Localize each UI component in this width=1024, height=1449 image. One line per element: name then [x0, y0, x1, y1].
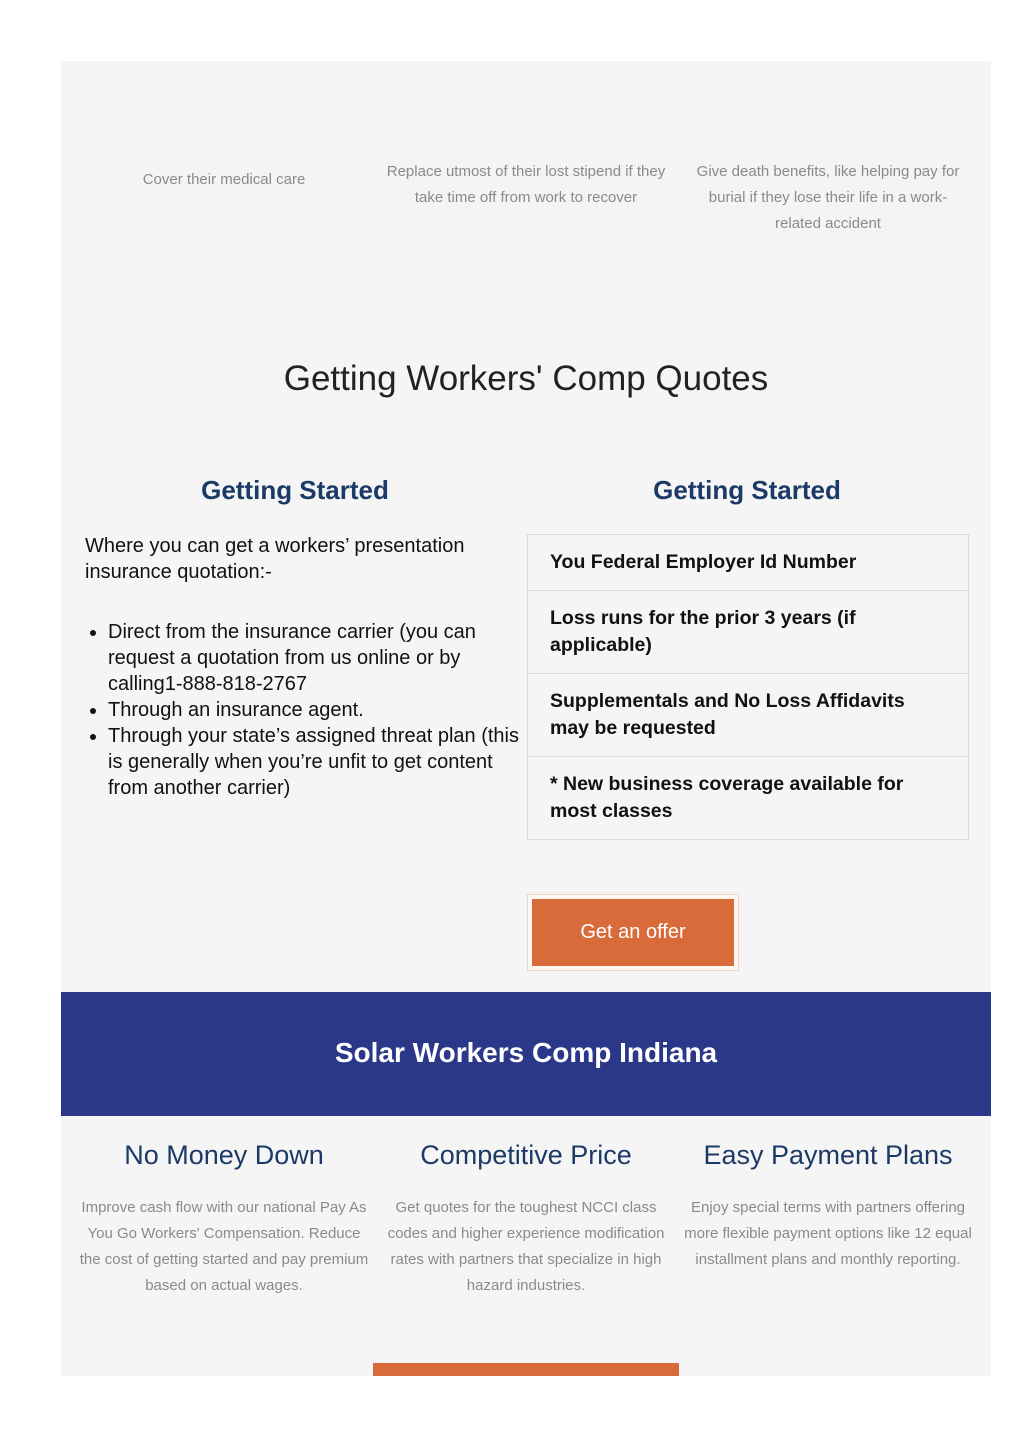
quote-sources-list — [85, 619, 528, 801]
left-column-heading: Getting Started — [201, 475, 389, 505]
indiana-banner — [61, 992, 991, 1116]
feature-text: Enjoy special terms with partners offering more flexible payment options like 12 equal installment plans and monthly reporting. — [684, 1199, 972, 1268]
feature-competitive-price — [381, 1135, 671, 1299]
feature-no-money-down — [79, 1135, 369, 1299]
table-row: Loss runs for the prior 3 years (if applicable) — [528, 591, 968, 674]
benefit-lost-stipend: Replace utmost of their lost stipend if they take time off from work to recover — [386, 163, 666, 206]
page-content — [61, 61, 991, 1376]
benefit-death-benefits: Give death benefits, like helping pay for burial if they lose their life in a work-related accident — [696, 163, 960, 232]
bottom-cta-button[interactable] — [373, 1363, 679, 1376]
table-row: You Federal Employer Id Number — [528, 535, 968, 591]
feature-text: Get quotes for the toughest NCCI class codes and higher experience modification rates with partners that specialize in high hazard industries. — [387, 1199, 665, 1294]
list-item: • Through your state’s assigned threat plan (this is generally when you’re unfit to get content from another carrier) — [108, 723, 528, 801]
list-item: • Through an insurance agent. — [108, 697, 528, 723]
feature-title: Easy Payment Plans — [703, 1140, 953, 1170]
table-row: Supplementals and No Loss Affidavits may be requested — [528, 674, 968, 757]
quote-sources-intro: Where you can get a workers’ presentation insurance quotation:- — [85, 535, 465, 583]
benefits-row — [61, 61, 991, 293]
feature-easy-payment-plans — [683, 1135, 973, 1273]
benefit-medical-care: Cover their medical care — [142, 171, 306, 188]
right-column-heading: Getting Started — [653, 475, 841, 505]
table-row: * New business coverage available for most classes — [528, 757, 968, 840]
requirements-table — [527, 534, 969, 840]
feature-title: No Money Down — [124, 1140, 324, 1170]
feature-title: Competitive Price — [420, 1140, 632, 1170]
offer-button-frame — [527, 894, 739, 971]
get-offer-button[interactable]: Get an offer — [532, 899, 734, 966]
list-item: • Direct from the insurance carrier (you can request a quotation from us online or by calling1-888-818-2767 — [108, 619, 528, 697]
banner-title: Solar Workers Comp Indiana — [334, 1037, 718, 1068]
quotes-section-title: Getting Workers' Comp Quotes — [283, 359, 769, 398]
feature-text: Improve cash flow with our national Pay As You Go Workers' Compensation. Reduce the cost of getting started and pay premium based on actual wages. — [79, 1199, 369, 1294]
